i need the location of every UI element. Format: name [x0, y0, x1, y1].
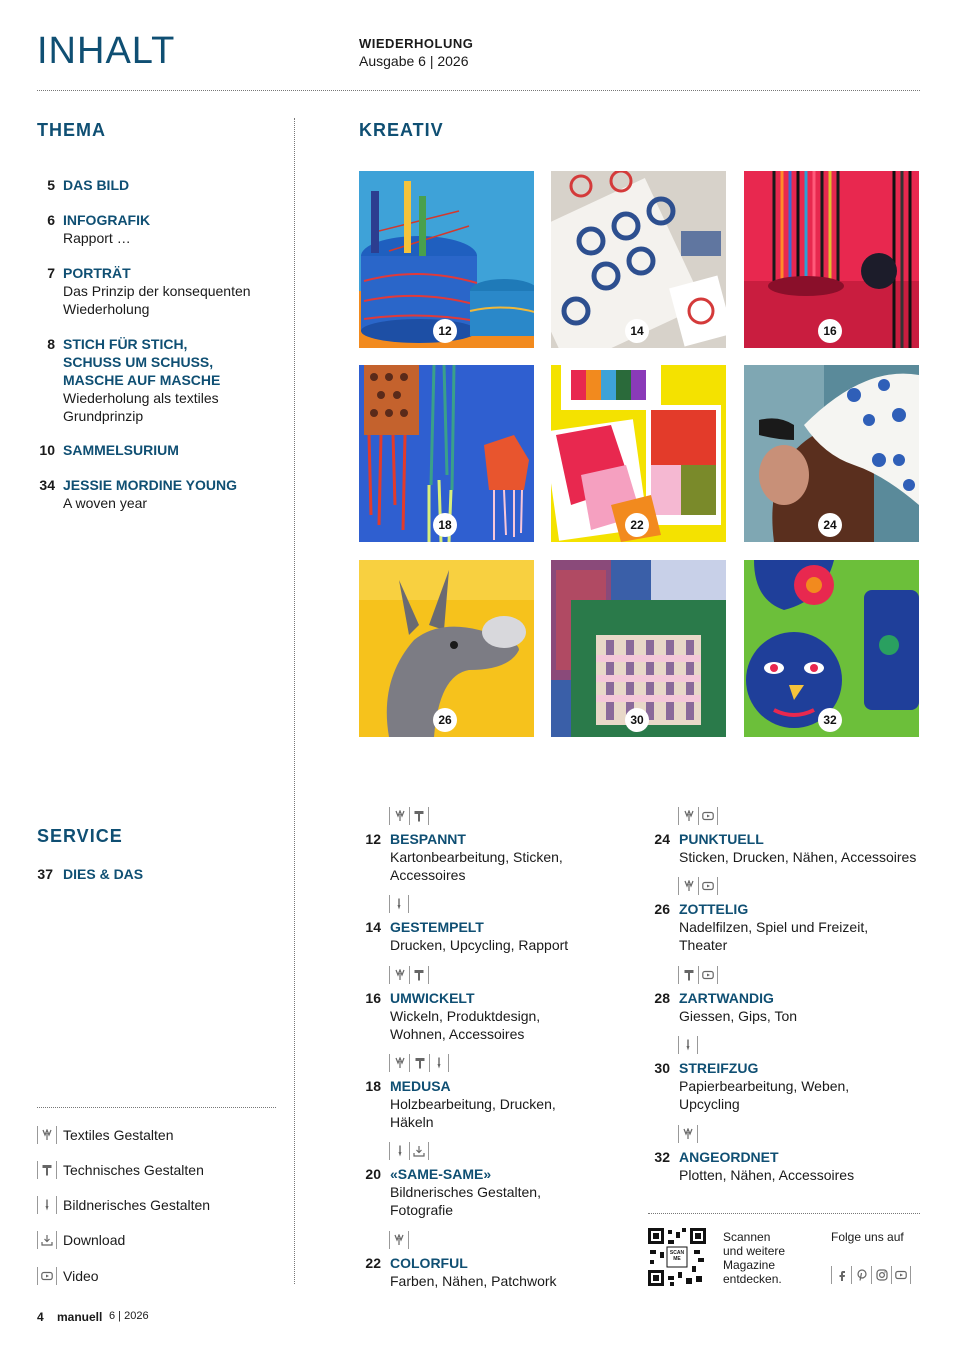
- download-icon: [409, 1142, 429, 1160]
- project-description: Wickeln, Produktdesign, Wohnen, Accessoires: [390, 1008, 541, 1042]
- thema-item-page: 34: [39, 477, 55, 493]
- project-page: 24: [654, 831, 670, 847]
- service-item-page: 37: [37, 866, 53, 882]
- project-item[interactable]: [648, 1059, 918, 1113]
- legend-item: [37, 1267, 99, 1285]
- project-page: 18: [365, 1078, 381, 1094]
- instagram-icon[interactable]: [871, 1266, 891, 1284]
- project-page: 14: [365, 919, 381, 935]
- project-page: 28: [654, 990, 670, 1006]
- thema-item-title: DAS BILD: [63, 177, 130, 193]
- project-category-icons: [678, 807, 718, 825]
- legend-item: [37, 1126, 174, 1144]
- qr-code[interactable]: [648, 1228, 706, 1286]
- project-description: Holzbearbeitung, Drucken, Häkeln: [390, 1096, 556, 1130]
- thema-item[interactable]: [37, 264, 277, 318]
- tile-gestempelt[interactable]: [551, 171, 726, 348]
- legend-divider: [37, 1107, 276, 1108]
- project-title: UMWICKELT: [390, 990, 475, 1006]
- tile-page-number: 14: [625, 319, 649, 343]
- thema-item-page: 5: [47, 177, 55, 193]
- thema-heading: THEMA: [37, 120, 106, 140]
- tile-punktuell[interactable]: [744, 365, 919, 542]
- project-item[interactable]: [359, 1077, 629, 1131]
- textile-icon: [678, 877, 698, 895]
- footer-page-number: 4: [37, 1310, 44, 1324]
- project-item[interactable]: [359, 830, 629, 884]
- project-title: GESTEMPELT: [390, 919, 484, 935]
- brush-icon: [389, 1142, 409, 1160]
- thema-item-page: 6: [47, 212, 55, 228]
- project-description: Giessen, Gips, Ton: [679, 1008, 798, 1024]
- thema-item-page: 10: [39, 442, 55, 458]
- thema-item-page: 8: [47, 336, 55, 352]
- thema-item-title: STICH FÜR STICH, SCHUSS UM SCHUSS, MASCHE AUF MASCHE: [63, 336, 221, 388]
- thema-item-description: Wiederholung als textiles Grundprinzip: [63, 390, 219, 424]
- footer-issue: 6 | 2026: [109, 1310, 149, 1322]
- project-page: 16: [365, 990, 381, 1006]
- project-title: BESPANNT: [390, 831, 466, 847]
- textile-icon: [389, 807, 409, 825]
- brush-icon: [37, 1196, 57, 1214]
- project-description: Nadelfilzen, Spiel und Freizeit, Theater: [679, 919, 869, 953]
- legend-label: Textiles Gestalten: [63, 1127, 174, 1143]
- legend-label: Download: [63, 1232, 126, 1248]
- video-icon: [698, 966, 718, 984]
- issue-subtitle: Ausgabe 6 | 2026: [359, 53, 469, 69]
- project-page: 26: [654, 901, 670, 917]
- project-description: Drucken, Upcycling, Rapport: [390, 937, 569, 953]
- textile-icon: [389, 1054, 409, 1072]
- project-description: Plotten, Nähen, Accessoires: [679, 1167, 855, 1183]
- tile-page-number: 16: [818, 319, 842, 343]
- tile-colorful[interactable]: [551, 365, 726, 542]
- project-title: ZARTWANDIG: [679, 990, 774, 1006]
- project-item[interactable]: [359, 918, 629, 954]
- project-category-icons: [389, 1231, 409, 1249]
- social-icons: [831, 1266, 911, 1284]
- legend-label: Bildnerisches Gestalten: [63, 1197, 211, 1213]
- tile-page-number: 32: [818, 708, 842, 732]
- pinterest-icon[interactable]: [851, 1266, 871, 1284]
- project-page: 22: [365, 1255, 381, 1271]
- project-category-icons: [678, 966, 718, 984]
- issue-heading: WIEDERHOLUNG: [359, 36, 474, 51]
- project-category-icons: [389, 807, 429, 825]
- follow-text: Folge uns auf: [831, 1230, 904, 1244]
- project-item[interactable]: [359, 989, 629, 1043]
- scan-text: Scannen und weitere Magazine entdecken.: [723, 1230, 786, 1286]
- brush-icon: [389, 895, 409, 913]
- thema-item-title: JESSIE MORDINE YOUNG: [63, 477, 238, 493]
- project-category-icons: [389, 1054, 449, 1072]
- project-category-icons: [678, 877, 718, 895]
- project-description: Farben, Nähen, Patchwork: [390, 1273, 557, 1289]
- project-page: 12: [365, 831, 381, 847]
- tile-page-number: 24: [818, 513, 842, 537]
- tile-page-number: 26: [433, 708, 457, 732]
- thema-item[interactable]: [37, 211, 277, 247]
- tile-page-number: 18: [433, 513, 457, 537]
- promo-divider: [648, 1213, 920, 1214]
- project-page: 32: [654, 1149, 670, 1165]
- thema-item-title: PORTRÄT: [63, 265, 131, 281]
- column-divider: [294, 118, 295, 1284]
- textile-icon: [678, 1125, 698, 1143]
- hammer-icon: [409, 807, 429, 825]
- project-title: ANGEORDNET: [679, 1149, 779, 1165]
- legend-item: [37, 1196, 210, 1214]
- textile-icon: [389, 966, 409, 984]
- project-item[interactable]: [359, 1165, 629, 1219]
- project-item[interactable]: [359, 1254, 629, 1290]
- tile-streifzug[interactable]: [551, 560, 726, 737]
- page-title: INHALT: [37, 30, 176, 72]
- thema-item-title: SAMMELSURIUM: [63, 442, 179, 458]
- project-title: ZOTTELIG: [679, 901, 749, 917]
- project-title: «SAME-SAME»: [390, 1166, 492, 1182]
- legend-label: Technisches Gestalten: [63, 1162, 204, 1178]
- kreativ-heading: KREATIV: [359, 120, 444, 140]
- project-description: Bildnerisches Gestalten, Fotografie: [390, 1184, 541, 1218]
- tile-zottelig[interactable]: [359, 560, 534, 737]
- thema-item-description: Das Prinzip der konsequenten Wiederholung: [63, 283, 251, 317]
- header-divider: [37, 90, 920, 91]
- project-item[interactable]: [648, 1148, 918, 1184]
- textile-icon: [678, 807, 698, 825]
- project-category-icons: [678, 1125, 698, 1143]
- hammer-icon: [409, 1054, 429, 1072]
- tile-page-number: 30: [625, 708, 649, 732]
- project-page: 30: [654, 1060, 670, 1076]
- project-description: Papierbearbeitung, Weben, Upcycling: [679, 1078, 850, 1112]
- brush-icon: [429, 1054, 449, 1072]
- project-title: COLORFUL: [390, 1255, 468, 1271]
- textile-icon: [389, 1231, 409, 1249]
- brush-icon: [678, 1036, 698, 1054]
- service-heading: SERVICE: [37, 826, 123, 846]
- thema-item[interactable]: [37, 441, 277, 459]
- thema-item-description: A woven year: [63, 495, 148, 511]
- thema-item-title: INFOGRAFIK: [63, 212, 151, 228]
- project-description: Sticken, Drucken, Nähen, Accessoires: [679, 849, 917, 865]
- video-icon: [698, 807, 718, 825]
- tile-umwickelt[interactable]: [744, 171, 919, 348]
- hammer-icon: [409, 966, 429, 984]
- legend-item: [37, 1161, 204, 1179]
- thema-item[interactable]: [37, 476, 277, 512]
- video-icon: [698, 877, 718, 895]
- project-item[interactable]: [648, 989, 918, 1025]
- thema-item[interactable]: [37, 335, 277, 425]
- footer-brand: manuell: [57, 1310, 103, 1324]
- project-category-icons: [678, 1036, 698, 1054]
- project-title: MEDUSA: [390, 1078, 451, 1094]
- tile-page-number: 22: [625, 513, 649, 537]
- qr-label: SCAN ME: [669, 1250, 685, 1262]
- project-title: STREIFZUG: [679, 1060, 759, 1076]
- download-icon: [37, 1231, 57, 1249]
- tile-medusa[interactable]: [359, 365, 534, 542]
- service-item-title: DIES & DAS: [63, 866, 144, 882]
- project-category-icons: [389, 966, 429, 984]
- legend-label: Video: [63, 1268, 99, 1284]
- hammer-icon: [678, 966, 698, 984]
- video-icon: [37, 1267, 57, 1285]
- tile-angeordnet[interactable]: [744, 560, 919, 737]
- youtube-icon[interactable]: [891, 1266, 911, 1284]
- project-item[interactable]: [648, 900, 918, 954]
- legend-item: [37, 1231, 125, 1249]
- thema-item-description: Rapport …: [63, 230, 131, 246]
- textile-icon: [37, 1126, 57, 1144]
- project-category-icons: [389, 1142, 429, 1160]
- project-description: Kartonbearbeitung, Sticken, Accessoires: [390, 849, 563, 883]
- hammer-icon: [37, 1161, 57, 1179]
- project-page: 20: [365, 1166, 381, 1182]
- project-item[interactable]: [648, 830, 918, 866]
- project-category-icons: [389, 895, 409, 913]
- thema-item[interactable]: [37, 176, 277, 194]
- tile-page-number: 12: [433, 319, 457, 343]
- thema-item-page: 7: [47, 265, 55, 281]
- project-title: PUNKTUELL: [679, 831, 764, 847]
- facebook-icon[interactable]: [831, 1266, 851, 1284]
- tile-bespannt[interactable]: [359, 171, 534, 348]
